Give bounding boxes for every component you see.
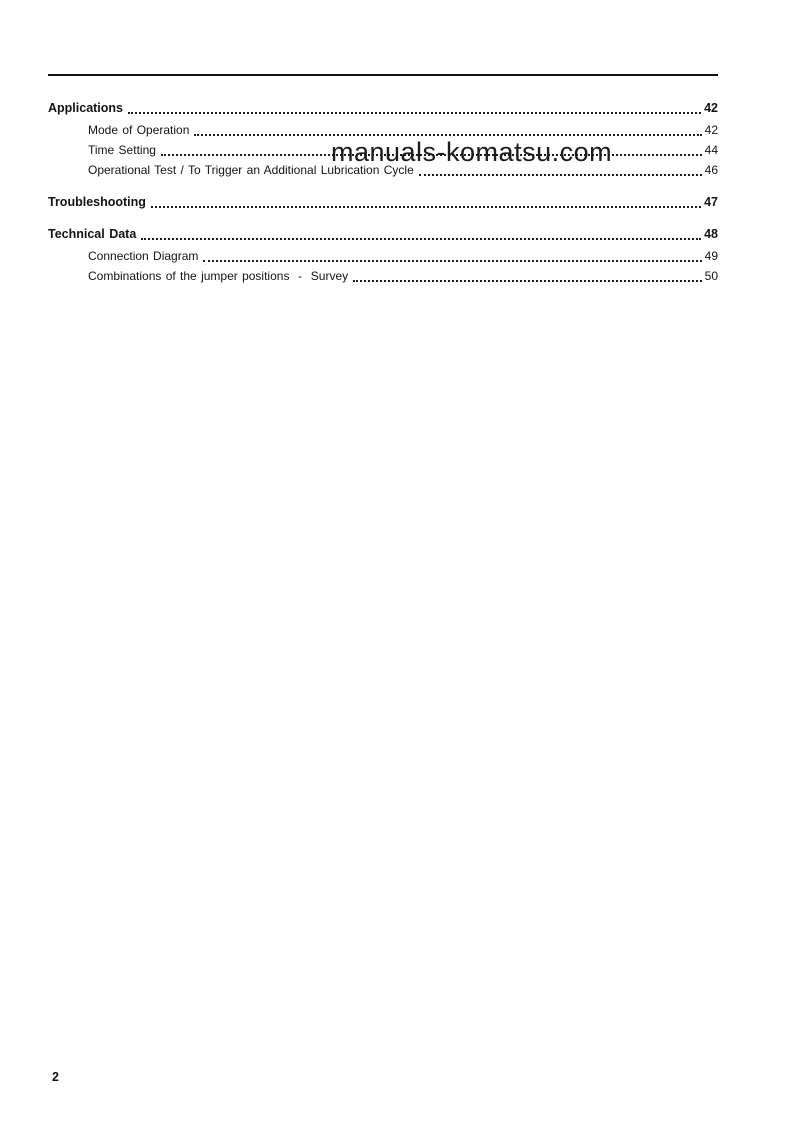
top-rule: [48, 74, 718, 76]
toc-entry: [48, 140, 718, 160]
toc-entry-page: 42: [704, 123, 718, 137]
toc-entry-page: 44: [704, 143, 718, 157]
toc-entry-page: 50: [704, 269, 718, 283]
toc-entry-label: Mode of Operation: [88, 123, 190, 137]
toc-entry-label: Technical Data: [48, 227, 137, 241]
page-number: 2: [52, 1070, 59, 1084]
toc-entry-label: Troubleshooting: [48, 195, 146, 209]
toc-entry: [48, 266, 718, 286]
dot-leader: [194, 134, 701, 136]
dot-leader: [353, 280, 702, 282]
toc-entry-label: Time Setting: [88, 143, 156, 157]
toc-entry-label: Operational Test / To Trigger an Additional Lubrication Cycle: [88, 163, 414, 177]
toc-list: [48, 98, 718, 286]
toc-entry-page: 48: [704, 227, 718, 241]
toc-content: [48, 74, 718, 286]
toc-entry: [48, 246, 718, 266]
dot-leader: [419, 174, 702, 176]
toc-entry-page: 47: [704, 195, 718, 209]
toc-entry: [48, 192, 718, 212]
dot-leader: [128, 112, 701, 114]
toc-entry-page: 49: [704, 249, 718, 263]
dot-leader: [203, 260, 701, 262]
watermark-text: manuals-komatsu.com: [331, 137, 613, 167]
dot-leader: [141, 238, 701, 240]
toc-entry: [48, 98, 718, 118]
toc-entry: [48, 160, 718, 180]
toc-entry-page: 46: [704, 163, 718, 177]
toc-entry: [48, 120, 718, 140]
toc-entry-label: Applications: [48, 101, 124, 115]
toc-entry: [48, 224, 718, 244]
toc-entry-label: Connection Diagram: [88, 249, 199, 263]
dot-leader: [151, 206, 701, 208]
toc-entry-label: Combinations of the jumper positions - Survey: [88, 269, 349, 283]
dot-leader: [161, 154, 702, 156]
toc-entry-page: 42: [704, 101, 718, 115]
